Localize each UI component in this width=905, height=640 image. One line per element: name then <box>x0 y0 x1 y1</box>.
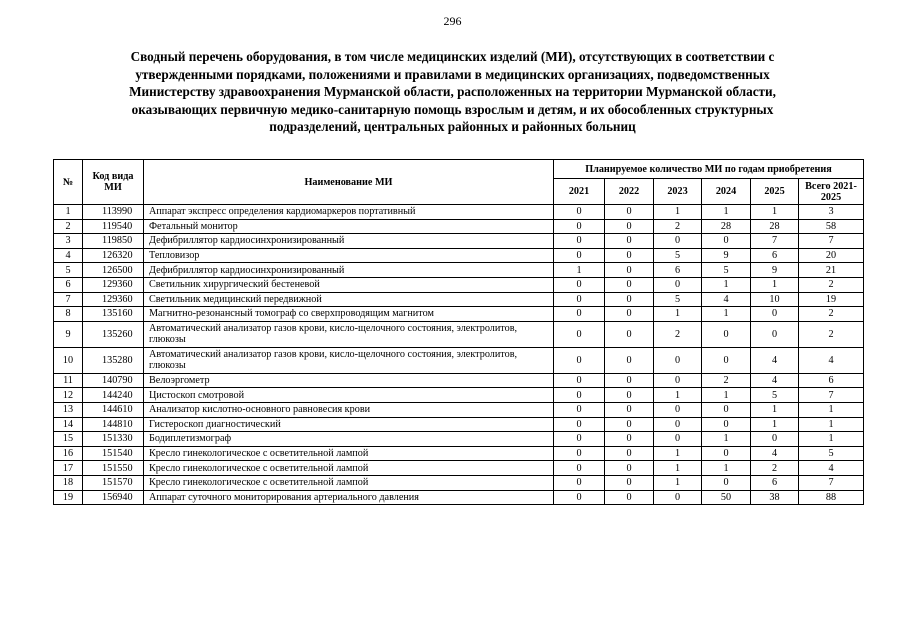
row-value-2025: 0 <box>751 321 799 347</box>
table-row <box>54 417 864 432</box>
row-number: 9 <box>54 321 83 347</box>
header-year: 2022 <box>605 179 654 205</box>
row-value-2021: 0 <box>554 417 605 432</box>
row-value-total: 2 <box>799 307 864 322</box>
row-value-2021: 0 <box>554 373 605 388</box>
row-value-2024: 2 <box>702 373 751 388</box>
row-value-2024: 50 <box>702 490 751 505</box>
row-value-2025: 1 <box>751 417 799 432</box>
document-title <box>60 48 845 136</box>
row-number: 2 <box>54 219 83 234</box>
row-value-2024: 1 <box>702 205 751 220</box>
row-code: 126500 <box>83 263 144 278</box>
table-row <box>54 234 864 249</box>
row-number: 7 <box>54 292 83 307</box>
row-value-2021: 0 <box>554 248 605 263</box>
title-line: оказывающих первичную медико-санитарную помощь взрослым и детям, и их обособленных структурных <box>131 101 774 117</box>
row-value-2023: 2 <box>654 321 702 347</box>
row-name: Светильник медицинский передвижной <box>144 292 554 307</box>
row-value-2022: 0 <box>605 292 654 307</box>
row-value-2025: 5 <box>751 388 799 403</box>
table-row <box>54 292 864 307</box>
header-year: 2023 <box>654 179 702 205</box>
row-value-2023: 0 <box>654 402 702 417</box>
title-line: Сводный перечень оборудования, в том числе медицинских изделий (МИ), отсутствующих в соответствии с <box>130 49 775 64</box>
row-value-total: 19 <box>799 292 864 307</box>
row-value-2023: 0 <box>654 417 702 432</box>
row-value-2021: 0 <box>554 234 605 249</box>
row-value-2024: 0 <box>702 402 751 417</box>
row-value-total: 4 <box>799 347 864 373</box>
row-value-total: 88 <box>799 490 864 505</box>
row-number: 14 <box>54 417 83 432</box>
row-name: Гистероскоп диагностический <box>144 417 554 432</box>
row-value-2022: 0 <box>605 402 654 417</box>
row-code: 151330 <box>83 432 144 447</box>
row-name: Дефибриллятор кардиосинхронизированный <box>144 234 554 249</box>
row-code: 144810 <box>83 417 144 432</box>
table-row <box>54 432 864 447</box>
row-name: Тепловизор <box>144 248 554 263</box>
table-row <box>54 475 864 490</box>
row-value-2023: 6 <box>654 263 702 278</box>
row-value-2021: 0 <box>554 432 605 447</box>
row-value-2024: 4 <box>702 292 751 307</box>
row-number: 5 <box>54 263 83 278</box>
row-value-2022: 0 <box>605 388 654 403</box>
row-value-2024: 0 <box>702 347 751 373</box>
title-line: Министерству здравоохранения Мурманской области, расположенных на территории Мурманской области, <box>129 84 776 99</box>
row-value-2021: 1 <box>554 263 605 278</box>
row-name: Аппарат суточного мониторирования артериального давления <box>144 490 554 505</box>
row-value-2023: 0 <box>654 373 702 388</box>
row-number: 10 <box>54 347 83 373</box>
table-row <box>54 347 864 373</box>
row-name: Цистоскоп смотровой <box>144 388 554 403</box>
row-value-2022: 0 <box>605 277 654 292</box>
row-value-2023: 1 <box>654 475 702 490</box>
row-value-2023: 5 <box>654 248 702 263</box>
row-value-total: 7 <box>799 234 864 249</box>
row-value-total: 1 <box>799 432 864 447</box>
row-value-2025: 1 <box>751 277 799 292</box>
row-value-2024: 0 <box>702 321 751 347</box>
row-number: 15 <box>54 432 83 447</box>
row-value-2025: 0 <box>751 307 799 322</box>
row-value-total: 2 <box>799 321 864 347</box>
row-value-2024: 1 <box>702 432 751 447</box>
row-code: 151540 <box>83 446 144 461</box>
row-value-2021: 0 <box>554 461 605 476</box>
equipment-table <box>53 159 864 505</box>
row-name: Магнитно-резонансный томограф со сверхпроводящим магнитом <box>144 307 554 322</box>
row-value-2021: 0 <box>554 475 605 490</box>
row-value-2022: 0 <box>605 263 654 278</box>
row-number: 11 <box>54 373 83 388</box>
row-value-2025: 10 <box>751 292 799 307</box>
row-value-2023: 0 <box>654 490 702 505</box>
row-code: 144610 <box>83 402 144 417</box>
row-value-2022: 0 <box>605 373 654 388</box>
row-value-2024: 0 <box>702 417 751 432</box>
row-name: Светильник хирургический бестеневой <box>144 277 554 292</box>
row-value-2024: 1 <box>702 388 751 403</box>
row-value-2021: 0 <box>554 205 605 220</box>
row-value-2025: 0 <box>751 432 799 447</box>
row-value-2021: 0 <box>554 321 605 347</box>
row-number: 6 <box>54 277 83 292</box>
row-value-2021: 0 <box>554 277 605 292</box>
row-value-2022: 0 <box>605 248 654 263</box>
table-row <box>54 248 864 263</box>
row-name: Кресло гинекологическое с осветительной лампой <box>144 446 554 461</box>
row-number: 3 <box>54 234 83 249</box>
row-value-2023: 5 <box>654 292 702 307</box>
row-value-2025: 38 <box>751 490 799 505</box>
row-value-2023: 0 <box>654 347 702 373</box>
row-value-2021: 0 <box>554 347 605 373</box>
row-name: Кресло гинекологическое с осветительной лампой <box>144 475 554 490</box>
header-num: № <box>54 160 83 205</box>
row-value-2025: 1 <box>751 205 799 220</box>
row-value-2022: 0 <box>605 307 654 322</box>
row-value-2021: 0 <box>554 402 605 417</box>
row-number: 16 <box>54 446 83 461</box>
row-value-2023: 1 <box>654 205 702 220</box>
row-value-total: 7 <box>799 475 864 490</box>
row-name: Автоматический анализатор газов крови, кисло-щелочного состояния, электролитов, глюкозы <box>144 321 554 347</box>
row-value-2023: 1 <box>654 461 702 476</box>
row-value-2024: 28 <box>702 219 751 234</box>
table-row <box>54 307 864 322</box>
row-number: 17 <box>54 461 83 476</box>
row-value-total: 4 <box>799 461 864 476</box>
row-code: 156940 <box>83 490 144 505</box>
row-number: 19 <box>54 490 83 505</box>
table-row <box>54 277 864 292</box>
row-value-2025: 7 <box>751 234 799 249</box>
row-value-2023: 0 <box>654 277 702 292</box>
header-total: Всего 2021-2025 <box>799 179 864 205</box>
row-code: 151550 <box>83 461 144 476</box>
table-row <box>54 402 864 417</box>
table-row <box>54 461 864 476</box>
table-row <box>54 263 864 278</box>
row-name: Кресло гинекологическое с осветительной лампой <box>144 461 554 476</box>
row-value-total: 58 <box>799 219 864 234</box>
row-value-2022: 0 <box>605 432 654 447</box>
row-value-2023: 0 <box>654 432 702 447</box>
table-row <box>54 388 864 403</box>
row-number: 1 <box>54 205 83 220</box>
row-value-total: 7 <box>799 388 864 403</box>
row-value-total: 2 <box>799 277 864 292</box>
table-row <box>54 219 864 234</box>
row-name: Бодиплетизмограф <box>144 432 554 447</box>
row-value-total: 1 <box>799 417 864 432</box>
row-value-2024: 0 <box>702 446 751 461</box>
row-name: Автоматический анализатор газов крови, кисло-щелочного состояния, электролитов, глюкозы <box>144 347 554 373</box>
row-value-total: 3 <box>799 205 864 220</box>
row-value-2021: 0 <box>554 446 605 461</box>
row-name: Фетальный монитор <box>144 219 554 234</box>
title-line: утвержденными порядками, положениями и правилами в медицинских организациях, подведомственных <box>135 66 770 82</box>
row-code: 119540 <box>83 219 144 234</box>
table-row <box>54 490 864 505</box>
row-code: 140790 <box>83 373 144 388</box>
row-code: 119850 <box>83 234 144 249</box>
row-value-2022: 0 <box>605 490 654 505</box>
row-value-2021: 0 <box>554 219 605 234</box>
header-code: Код вида МИ <box>83 160 144 205</box>
table-row <box>54 446 864 461</box>
row-name: Дефибриллятор кардиосинхронизированный <box>144 263 554 278</box>
page-number: 296 <box>443 14 462 28</box>
title-line: подразделений, центральных районных и районных больниц <box>269 119 636 134</box>
row-value-2024: 9 <box>702 248 751 263</box>
row-value-2022: 0 <box>605 347 654 373</box>
row-value-2021: 0 <box>554 490 605 505</box>
row-code: 135260 <box>83 321 144 347</box>
row-value-2021: 0 <box>554 388 605 403</box>
row-name: Велоэргометр <box>144 373 554 388</box>
row-number: 8 <box>54 307 83 322</box>
row-value-total: 20 <box>799 248 864 263</box>
row-value-2022: 0 <box>605 205 654 220</box>
row-value-2022: 0 <box>605 321 654 347</box>
header-planned: Планируемое количество МИ по годам приобретения <box>554 160 864 179</box>
row-code: 129360 <box>83 292 144 307</box>
row-value-2021: 0 <box>554 292 605 307</box>
row-value-total: 21 <box>799 263 864 278</box>
header-name: Наименование МИ <box>144 160 554 205</box>
row-value-2024: 5 <box>702 263 751 278</box>
row-value-2024: 1 <box>702 307 751 322</box>
row-value-2025: 2 <box>751 461 799 476</box>
row-value-2025: 4 <box>751 373 799 388</box>
row-value-2023: 2 <box>654 219 702 234</box>
row-value-2023: 0 <box>654 234 702 249</box>
row-number: 12 <box>54 388 83 403</box>
row-number: 18 <box>54 475 83 490</box>
header-year: 2024 <box>702 179 751 205</box>
row-value-2024: 1 <box>702 461 751 476</box>
row-value-2022: 0 <box>605 461 654 476</box>
row-code: 113990 <box>83 205 144 220</box>
row-value-2022: 0 <box>605 417 654 432</box>
row-value-2022: 0 <box>605 446 654 461</box>
row-value-2022: 0 <box>605 475 654 490</box>
row-value-2024: 1 <box>702 277 751 292</box>
header-year: 2025 <box>751 179 799 205</box>
row-code: 151570 <box>83 475 144 490</box>
row-value-2022: 0 <box>605 234 654 249</box>
row-number: 4 <box>54 248 83 263</box>
row-code: 126320 <box>83 248 144 263</box>
row-value-total: 1 <box>799 402 864 417</box>
row-value-2021: 0 <box>554 307 605 322</box>
table-body <box>54 205 864 505</box>
row-value-2023: 1 <box>654 388 702 403</box>
row-value-2025: 4 <box>751 347 799 373</box>
row-code: 135280 <box>83 347 144 373</box>
row-value-total: 5 <box>799 446 864 461</box>
table-row <box>54 205 864 220</box>
row-value-2024: 0 <box>702 234 751 249</box>
row-value-2025: 28 <box>751 219 799 234</box>
row-value-2025: 6 <box>751 248 799 263</box>
row-value-2025: 1 <box>751 402 799 417</box>
table-row <box>54 321 864 347</box>
row-value-2025: 4 <box>751 446 799 461</box>
row-value-2025: 9 <box>751 263 799 278</box>
table-row <box>54 373 864 388</box>
row-code: 129360 <box>83 277 144 292</box>
row-value-2023: 1 <box>654 307 702 322</box>
row-code: 135160 <box>83 307 144 322</box>
row-code: 144240 <box>83 388 144 403</box>
row-value-2022: 0 <box>605 219 654 234</box>
row-name: Анализатор кислотно-основного равновесия крови <box>144 402 554 417</box>
row-number: 13 <box>54 402 83 417</box>
row-value-2023: 1 <box>654 446 702 461</box>
row-value-total: 6 <box>799 373 864 388</box>
row-value-2024: 0 <box>702 475 751 490</box>
row-value-2025: 6 <box>751 475 799 490</box>
header-year: 2021 <box>554 179 605 205</box>
row-name: Аппарат экспресс определения кардиомаркеров портативный <box>144 205 554 220</box>
